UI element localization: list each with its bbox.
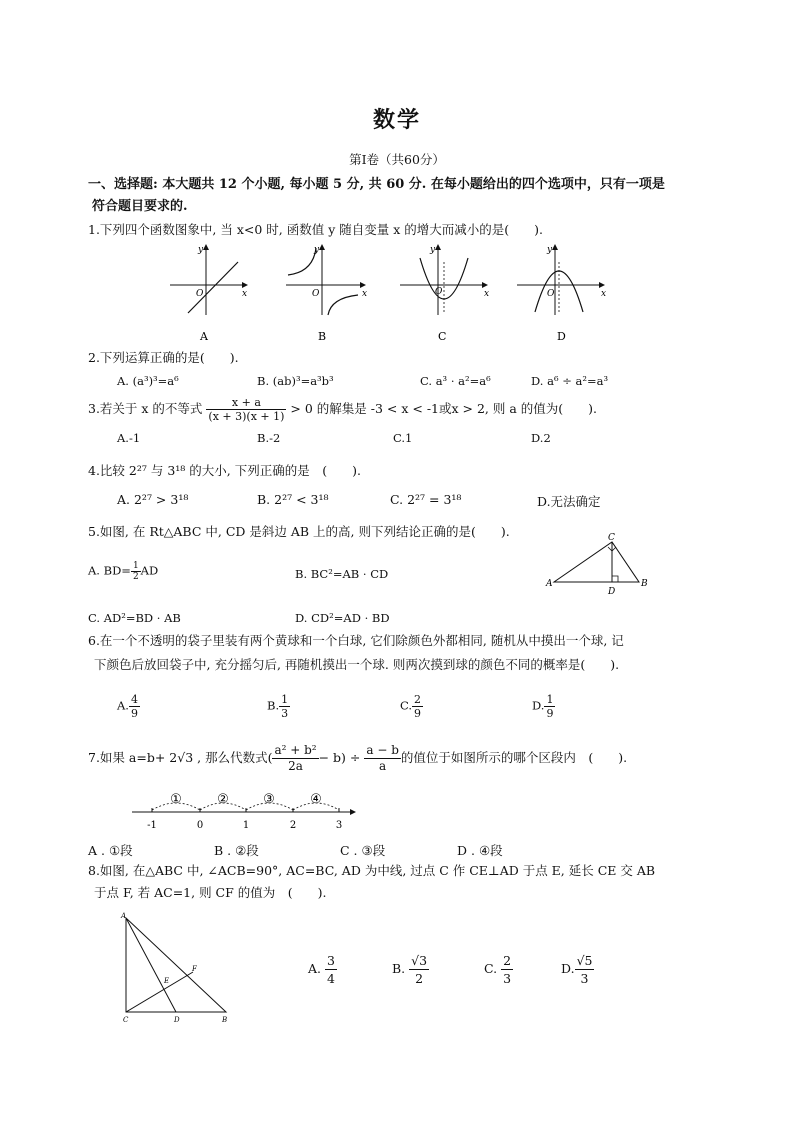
q7-den1: 2a (288, 759, 303, 773)
svg-text:x: x (242, 289, 248, 299)
q8-line2: 于点 F, 若 AC=1, 则 CF 的值为 ( ). (94, 885, 327, 900)
q5-option-a-frac (131, 561, 141, 582)
svg-text:y: y (314, 245, 320, 255)
q3-stem-post: > 0 的解集是 -3 < x < -1或x > 2, 则 a 的值为( ). (290, 401, 597, 416)
q7-option-b: B . ②段 (214, 843, 259, 858)
q5-option-a-post: AD (140, 563, 159, 578)
q3-fraction (206, 396, 286, 423)
q3-option-c: C.1 (393, 431, 413, 445)
q7-stem-mid: − b) ÷ (318, 750, 361, 765)
q7-num1: a² + b² (274, 743, 317, 757)
section-heading (88, 174, 708, 218)
q3-stem-pre: 3.若关于 x 的不等式 (88, 401, 203, 416)
q7-stem (88, 740, 627, 776)
svg-text:x: x (362, 289, 368, 299)
q4-option-a: A. 2²⁷ > 3¹⁸ (117, 492, 189, 507)
q3-option-a: A.-1 (117, 431, 141, 445)
q8-point-b: B (222, 1016, 228, 1024)
svg-text:O: O (196, 289, 204, 299)
svg-text:x: x (484, 289, 490, 299)
graph-b (286, 244, 367, 343)
graph-a-label: A (200, 330, 208, 343)
q8-option-b: B. $\frac{√3}{2}$ (392, 953, 428, 986)
q5-stem: 5.如图, 在 Rt△ABC 中, CD 是斜边 AB 上的高, 则下列结论正确的是( ). (88, 524, 510, 539)
q6-option-d: D. $\frac{1}{9}$ (532, 693, 554, 720)
q5-triangle-figure (540, 530, 660, 600)
q7-num2: a − b (366, 743, 399, 757)
graph-a (170, 244, 248, 343)
page-title: 数学 (372, 107, 421, 133)
q5-point-d: D (608, 587, 616, 597)
segment-2: ② (217, 792, 229, 807)
q2-option-a: A. (a³)³=a⁶ (117, 374, 179, 388)
q6-option-a: A. $\frac{4}{9}$ (117, 693, 138, 720)
q3-den: (x + 3)(x + 1) (208, 410, 285, 423)
graph-c (400, 244, 489, 343)
tick-0: 0 (196, 820, 204, 831)
tick-1: 1 (242, 820, 250, 831)
q3-num: x + a (206, 396, 286, 410)
tick-3: 3 (335, 820, 343, 831)
q5-point-a: A (546, 579, 553, 589)
q8-line1: 8.如图, 在△ABC 中, ∠ACB=90°, AC=BC, AD 为中线, 过点 C 作 CE⊥AD 于点 E, 延长 CE 交 AB (88, 863, 656, 878)
q8-option-a: A. $\frac{3}{4}$ (308, 953, 335, 986)
graph-c-label: C (438, 330, 447, 343)
q2-option-b: B. (ab)³=a³b³ (257, 374, 334, 388)
q8-point-e: E (164, 977, 170, 985)
q7-stem-pre: 7.如果 a=b+ 2√3 , 那么代数式( (88, 750, 273, 765)
q2-option-c: C. a³ · a²=a⁶ (420, 374, 491, 388)
svg-text:O: O (547, 289, 555, 299)
q4-stem: 4.比较 2²⁷ 与 3¹⁸ 的大小, 下列正确的是 ( ). (88, 463, 361, 478)
q5-option-a-pre: A. BD= (88, 563, 131, 578)
q7-option-a: A . ①段 (88, 843, 133, 858)
q7-option-c: C . ③段 (340, 843, 386, 858)
q8-option-c: C. $\frac{2}{3}$ (484, 953, 512, 986)
q4-option-b: B. 2²⁷ < 3¹⁸ (257, 492, 329, 507)
q5-option-a-den: 2 (132, 572, 139, 582)
q5-option-a-num: 1 (132, 561, 139, 571)
q5-point-c: C (608, 533, 615, 543)
graph-b-label: B (318, 330, 327, 343)
q6-line1: 6.在一个不透明的袋子里装有两个黄球和一个白球, 它们除颜色外都相同, 随机从中摸出一个球, 记 (88, 633, 624, 648)
q8-option-d: D. $\frac{√5}{3}$ (561, 953, 593, 986)
segment-4: ④ (310, 792, 322, 807)
q5-option-b: B. BC²=AB · CD (295, 567, 389, 581)
q5-option-c: C. AD²=BD · AB (88, 611, 181, 625)
q8-triangle-figure (115, 910, 245, 1025)
svg-text:y: y (547, 245, 553, 255)
q1-stem: 1.下列四个函数图象中, 当 x<0 时, 函数值 y 随自变量 x 的增大而减小的是( ). (88, 222, 543, 237)
q5-option-d: D. CD²=AD · BD (295, 611, 390, 625)
q2-stem: 2.下列运算正确的是( ). (88, 350, 239, 365)
q1-graphs (160, 240, 610, 350)
segment-3: ③ (263, 792, 275, 807)
q4-option-c: C. 2²⁷ = 3¹⁸ (390, 492, 462, 507)
tick-2: 2 (289, 820, 297, 831)
svg-text:x: x (601, 289, 607, 299)
graph-d (517, 244, 606, 343)
q7-stem-post: 的值位于如图所示的哪个区段内 ( ). (400, 750, 628, 765)
svg-text:y: y (198, 245, 204, 255)
graph-d-label: D (557, 330, 566, 343)
q6-option-b: B. $\frac{1}{3}$ (267, 693, 289, 720)
q5-option-a (88, 561, 158, 582)
q6-line2: 下颜色后放回袋子中, 充分摇匀后, 再随机摸出一个球. 则两次摸到球的颜色不同的概率是( ). (94, 657, 620, 672)
svg-text:O: O (435, 287, 443, 297)
svg-text:y: y (430, 245, 436, 255)
q8-point-a: A (121, 912, 127, 920)
svg-text:O: O (312, 289, 320, 299)
q4-option-d: D.无法确定 (537, 494, 601, 509)
q8-point-f: F (192, 965, 197, 973)
q3-option-b: B.-2 (257, 431, 281, 445)
section-line1: 一、选择题: 本大题共 12 个小题, 每小题 5 分, 共 60 分. 在每小题给出的四个选项中，只有一项是 (88, 177, 665, 192)
q5-point-b: B (641, 579, 648, 589)
q6-option-c: C. $\frac{2}{9}$ (400, 693, 422, 720)
q8-point-c: C (123, 1016, 129, 1024)
tick-minus1: -1 (147, 820, 157, 831)
q7-number-line (128, 788, 368, 834)
q2-option-d: D. a⁶ ÷ a²=a³ (531, 374, 609, 388)
q3-stem (88, 393, 597, 425)
q8-point-d: D (174, 1016, 180, 1024)
q7-den2: a (379, 759, 387, 773)
q3-option-d: D.2 (531, 431, 551, 445)
segment-1: ① (170, 792, 182, 807)
paper-subtitle: 第Ⅰ卷（共60分） (349, 152, 445, 167)
section-line2: 符合题目要求的. (92, 199, 188, 214)
q7-option-d: D . ④段 (457, 843, 503, 858)
